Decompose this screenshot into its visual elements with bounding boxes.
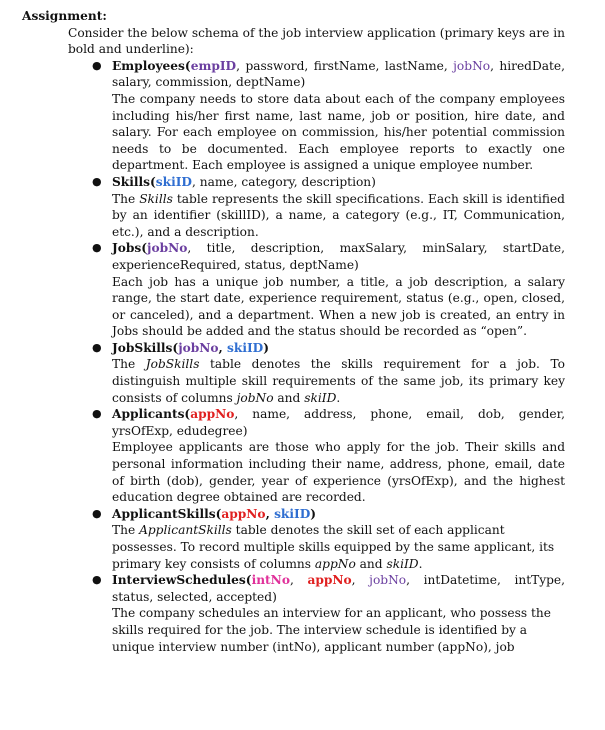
desc-text: and — [273, 390, 305, 405]
table-description: The company schedules an interview for an applicant, who possess the skills required for the job. The interview schedule is identified by a unique interview number (intNo), applicant number (appNo), job — [112, 606, 551, 654]
desc-emphasis: jobNo — [236, 390, 274, 405]
bullet-icon: ● — [92, 506, 102, 520]
primary-key: appNo — [221, 506, 266, 521]
desc-text: . — [418, 556, 423, 571]
attributes: , name, address, phone, email, dob, gender, yrsOfExp, edudegree) — [112, 407, 565, 438]
attributes: , — [289, 573, 308, 588]
desc-text: table denotes the skill set of each applicant possesses. To record multiple skills equipped by the same applicant, its primary key consists of columns — [112, 523, 555, 571]
desc-text: table denotes the skills requirement for a job. To distinguish multiple skill requirements of the same job, its primary key consists of columns — [112, 357, 565, 405]
desc-text: The — [112, 191, 140, 206]
schema-item-jobskills — [92, 340, 565, 406]
primary-key: empID — [190, 58, 237, 73]
schema-item-applicantskills — [92, 506, 565, 572]
table-description: Employee applicants are those who apply for the job. Their skills and personal information including their name, address, phone, email, date of birth (dob), gender, year of experience (yrsOfExp), and the highest education degree obtained are recorded. — [112, 440, 565, 505]
table-signature — [112, 240, 565, 273]
attributes: , hiredDate, salary, commission, deptName) — [112, 58, 565, 90]
primary-key: intNo — [251, 573, 290, 588]
primary-key: skiID — [274, 506, 311, 521]
attributes: , — [351, 573, 370, 588]
schema-list — [22, 58, 565, 655]
table-close: ) — [263, 340, 270, 355]
desc-emphasis: ApplicantSkills — [139, 523, 232, 538]
desc-emphasis: Skills — [139, 191, 173, 206]
desc-emphasis: appNo — [314, 556, 356, 571]
desc-text: The — [112, 357, 146, 372]
table-description — [112, 191, 565, 241]
desc-text: . — [336, 390, 341, 405]
table-description: The company needs to store data about each of the company employees including his/her first name, last name, job or position, hire date, and salary. For each employee on commission, his/her potential commission needs to be documented. Each employee reports to exactly one department. Each employee is assigned a unique employee number. — [112, 91, 565, 173]
primary-key: skiID — [227, 340, 264, 355]
schema-item-jobs — [92, 240, 565, 340]
table-name: Applicants( — [112, 407, 191, 422]
attributes: , password, firstName, lastName, — [236, 58, 454, 73]
bullet-icon: ● — [92, 241, 102, 255]
table-signature — [112, 174, 565, 191]
schema-item-skills — [92, 174, 565, 240]
primary-key: jobNo — [147, 241, 188, 256]
key-separator: , — [218, 340, 228, 355]
assignment-heading: Assignment: — [22, 9, 107, 23]
bullet-icon: ● — [92, 174, 102, 188]
key-separator: , — [265, 506, 275, 521]
schema-item-interviewschedules — [92, 572, 565, 655]
table-signature — [112, 340, 565, 357]
table-description — [112, 522, 565, 572]
table-name: JobSkills( — [112, 340, 179, 355]
primary-key: jobNo — [178, 340, 219, 355]
bullet-icon: ● — [92, 407, 102, 421]
foreign-key: jobNo — [369, 573, 407, 588]
table-name: Skills( — [112, 174, 156, 189]
foreign-key: jobNo — [453, 58, 491, 73]
foreign-key: appNo — [307, 573, 352, 588]
desc-text: table represents the skill specifications. Each skill is identified by an identifier (skillID), a name, a category (e.g., IT, Communication, etc.), and a description. — [112, 191, 565, 239]
primary-key: appNo — [190, 407, 235, 422]
desc-text: and — [355, 556, 387, 571]
table-description: Each job has a unique job number, a title, a job description, a salary range, the start date, experience requirement, status (e.g., open, closed, or canceled), and a department. When a new job is created, an entry in Jobs should be added and the status should be recorded as “open”. — [112, 274, 565, 339]
desc-emphasis: skiID — [386, 556, 419, 571]
desc-text: The — [112, 523, 140, 538]
bullet-icon: ● — [92, 58, 102, 72]
table-signature — [112, 572, 565, 605]
table-name: ApplicantSkills( — [112, 506, 222, 521]
schema-item-employees — [92, 58, 565, 174]
schema-item-applicants — [92, 406, 565, 506]
table-close: ) — [310, 506, 317, 521]
table-signature — [112, 58, 565, 91]
attributes: , intDatetime, intType, status, selected, accepted) — [112, 573, 565, 604]
bullet-icon: ● — [92, 573, 102, 587]
table-name: Jobs( — [112, 241, 148, 256]
attributes: , name, category, description) — [191, 174, 376, 189]
table-signature — [112, 506, 565, 523]
primary-key: skiID — [155, 174, 192, 189]
table-name: Employees( — [112, 58, 191, 73]
bullet-icon: ● — [92, 340, 102, 354]
desc-emphasis: skiID — [304, 390, 337, 405]
attributes: , title, description, maxSalary, minSalary, startDate, experienceRequired, status, deptName) — [112, 241, 565, 272]
table-name: InterviewSchedules( — [112, 573, 252, 588]
desc-emphasis: JobSkills — [145, 357, 200, 372]
table-signature — [112, 406, 565, 439]
table-description — [112, 356, 565, 406]
intro-paragraph: Consider the below schema of the job interview application (primary keys are in bold and underline): — [68, 25, 565, 57]
